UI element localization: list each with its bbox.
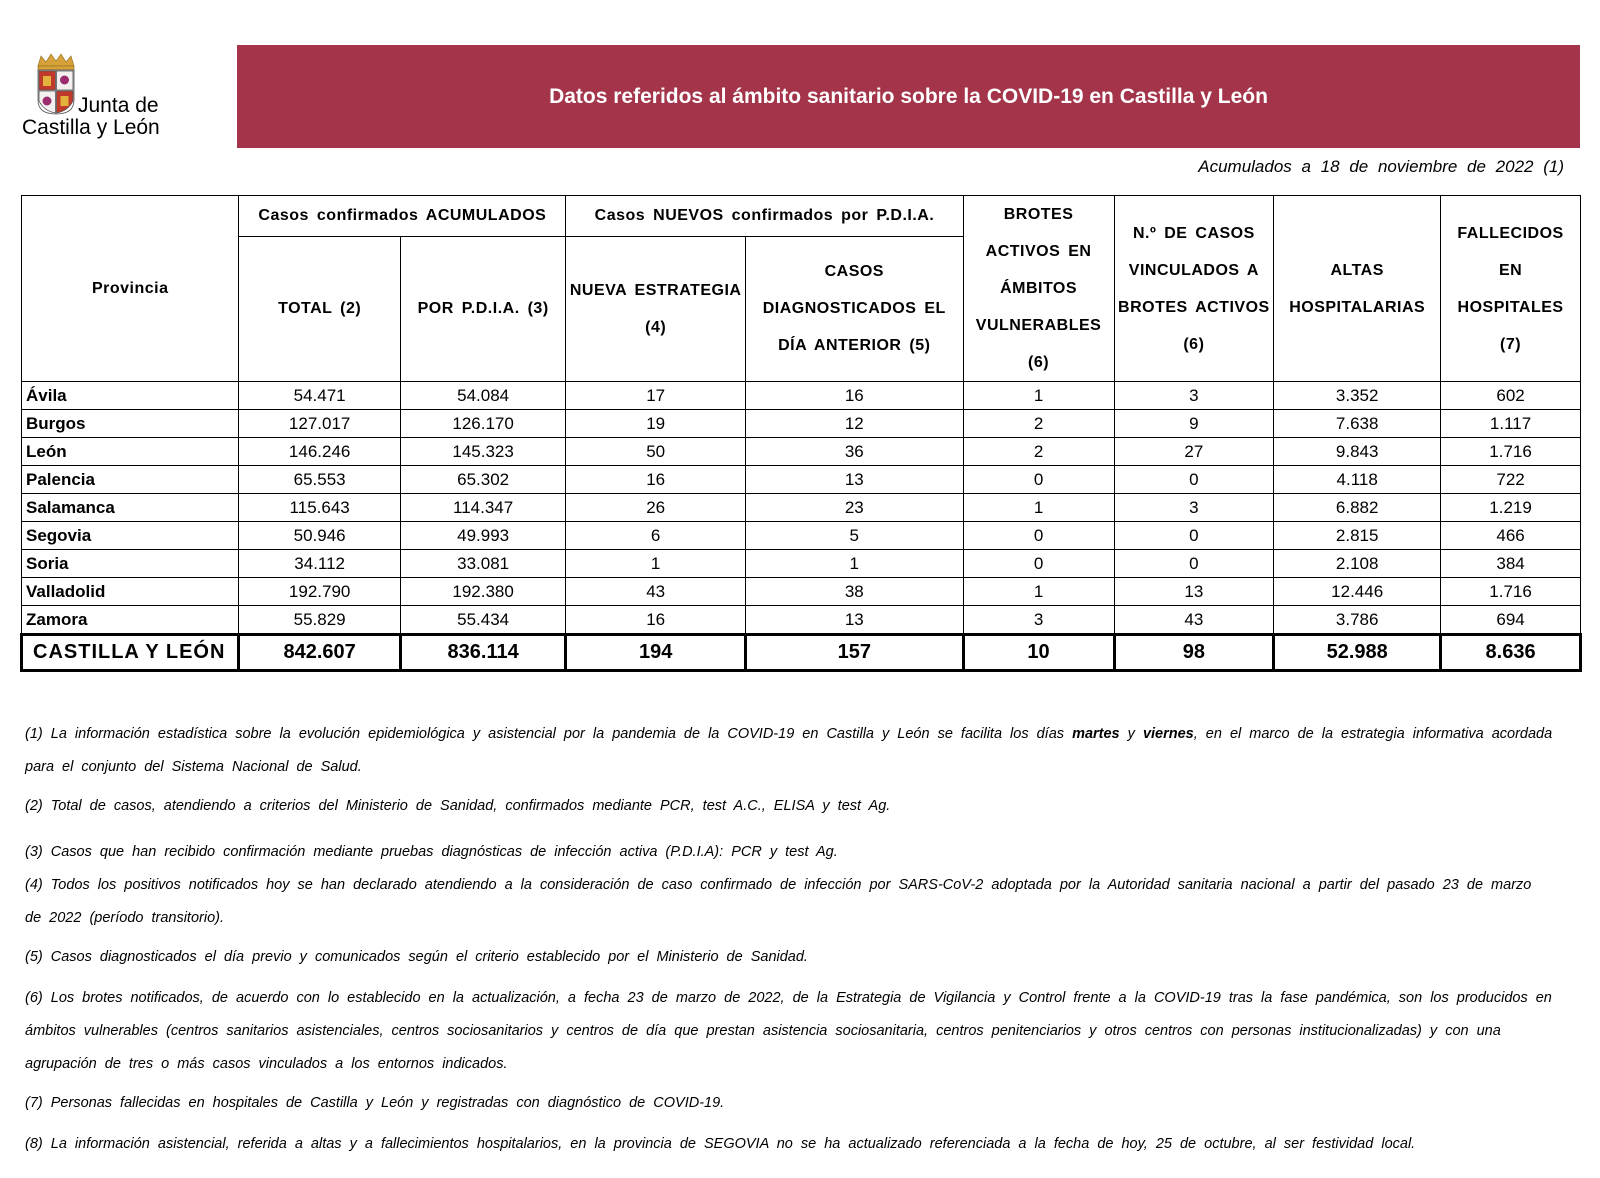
cell-brotes: 2 bbox=[963, 438, 1114, 466]
cell-total: 65.553 bbox=[239, 466, 400, 494]
cell-nueva-estrategia: 16 bbox=[566, 606, 746, 635]
header-provincia: Provincia bbox=[22, 196, 239, 382]
cell-altas: 9.843 bbox=[1274, 438, 1441, 466]
cell-fallecidos: 466 bbox=[1441, 522, 1581, 550]
table-row bbox=[22, 522, 1581, 550]
cell-casos-diagnosticados: 13 bbox=[745, 606, 963, 635]
logo-text-line2: Castilla y León bbox=[22, 116, 160, 139]
cell-fallecidos: 1.117 bbox=[1441, 410, 1581, 438]
cell-altas: 52.988 bbox=[1274, 635, 1441, 671]
cell-brotes: 0 bbox=[963, 550, 1114, 578]
header-fallecidos: FALLECIDOS EN HOSPITALES (7) bbox=[1441, 196, 1581, 382]
cell-casos-diagnosticados: 38 bbox=[745, 578, 963, 606]
cell-fallecidos: 1.716 bbox=[1441, 438, 1581, 466]
cell-provincia: Zamora bbox=[22, 606, 239, 635]
cell-total: 50.946 bbox=[239, 522, 400, 550]
cell-por-pdia: 49.993 bbox=[400, 522, 565, 550]
cell-por-pdia: 33.081 bbox=[400, 550, 565, 578]
date-subtitle: Acumulados a 18 de noviembre de 2022 (1) bbox=[1198, 157, 1564, 176]
cell-vinculados: 43 bbox=[1114, 606, 1274, 635]
cell-provincia: Palencia bbox=[22, 466, 239, 494]
cell-casos-diagnosticados: 16 bbox=[745, 382, 963, 410]
table-row bbox=[22, 466, 1581, 494]
coat-of-arms-icon bbox=[34, 52, 78, 116]
cell-fallecidos: 384 bbox=[1441, 550, 1581, 578]
cell-casos-diagnosticados: 1 bbox=[745, 550, 963, 578]
cell-total: 192.790 bbox=[239, 578, 400, 606]
cell-casos-diagnosticados: 13 bbox=[745, 466, 963, 494]
logo-text-line1: Junta de bbox=[78, 94, 159, 117]
cell-brotes: 1 bbox=[963, 494, 1114, 522]
header-brotes: BROTES ACTIVOS EN ÁMBITOS VULNERABLES (6) bbox=[963, 196, 1114, 382]
footnote-5: (5) Casos diagnosticados el día previo y comunicados según el criterio establecido por el Ministerio de Sanidad. bbox=[25, 949, 808, 965]
cell-nueva-estrategia: 1 bbox=[566, 550, 746, 578]
table-row bbox=[22, 438, 1581, 466]
cell-brotes: 2 bbox=[963, 410, 1114, 438]
cell-altas: 3.352 bbox=[1274, 382, 1441, 410]
cell-vinculados: 27 bbox=[1114, 438, 1274, 466]
cell-brotes: 10 bbox=[963, 635, 1114, 671]
footnote-1-text-b: , en el marco de la estrategia informativa acordada para el conjunto del Sistema Nacional de Salud. bbox=[25, 726, 1553, 775]
cell-por-pdia: 145.323 bbox=[400, 438, 565, 466]
cell-provincia: León bbox=[22, 438, 239, 466]
header-por-pdia: POR P.D.I.A. (3) bbox=[400, 236, 565, 381]
cell-nueva-estrategia: 43 bbox=[566, 578, 746, 606]
title-banner bbox=[237, 45, 1580, 148]
cell-altas: 6.882 bbox=[1274, 494, 1441, 522]
cell-provincia: CASTILLA Y LEÓN bbox=[22, 635, 239, 671]
cell-total: 34.112 bbox=[239, 550, 400, 578]
cell-por-pdia: 192.380 bbox=[400, 578, 565, 606]
cell-total: 54.471 bbox=[239, 382, 400, 410]
cell-fallecidos: 8.636 bbox=[1441, 635, 1581, 671]
page-title: Datos referidos al ámbito sanitario sobre la COVID-19 en Castilla y León bbox=[549, 84, 1268, 108]
cell-altas: 3.786 bbox=[1274, 606, 1441, 635]
cell-provincia: Salamanca bbox=[22, 494, 239, 522]
cell-fallecidos: 722 bbox=[1441, 466, 1581, 494]
cell-nueva-estrategia: 26 bbox=[566, 494, 746, 522]
cell-altas: 2.108 bbox=[1274, 550, 1441, 578]
footnote-1 bbox=[25, 718, 1555, 784]
header-total: TOTAL (2) bbox=[239, 236, 400, 381]
header-nueva-estrategia: NUEVA ESTRATEGIA (4) bbox=[566, 236, 746, 381]
header-altas: ALTAS HOSPITALARIAS bbox=[1274, 196, 1441, 382]
cell-por-pdia: 836.114 bbox=[400, 635, 565, 671]
cell-vinculados: 9 bbox=[1114, 410, 1274, 438]
footnote-4: (4) Todos los positivos notificados hoy se han declarado atendiendo a la consideración de caso confirmado de infección por SARS-CoV-2 adoptada por la Autoridad sanitaria nacional a partir del pasado 23 de marzo de 2022 (período transitorio). bbox=[25, 877, 1532, 926]
header-vinculados: N.º DE CASOS VINCULADOS A BROTES ACTIVOS (6) bbox=[1114, 196, 1274, 382]
cell-por-pdia: 54.084 bbox=[400, 382, 565, 410]
header-group-nuevos: Casos NUEVOS confirmados por P.D.I.A. bbox=[566, 196, 963, 237]
table-row bbox=[22, 606, 1581, 635]
table-row bbox=[22, 494, 1581, 522]
cell-total: 146.246 bbox=[239, 438, 400, 466]
footnote-1-viernes: viernes bbox=[1142, 726, 1194, 742]
cell-por-pdia: 55.434 bbox=[400, 606, 565, 635]
cell-por-pdia: 126.170 bbox=[400, 410, 565, 438]
cell-por-pdia: 65.302 bbox=[400, 466, 565, 494]
cell-vinculados: 0 bbox=[1114, 466, 1274, 494]
covid-data-table bbox=[20, 195, 1582, 672]
cell-nueva-estrategia: 16 bbox=[566, 466, 746, 494]
footnote-7: (7) Personas fallecidas en hospitales de Castilla y León y registradas con diagnóstico de COVID-19. bbox=[25, 1095, 725, 1111]
cell-vinculados: 3 bbox=[1114, 382, 1274, 410]
cell-vinculados: 0 bbox=[1114, 550, 1274, 578]
cell-altas: 4.118 bbox=[1274, 466, 1441, 494]
footnote-3: (3) Casos que han recibido confirmación mediante pruebas diagnósticas de infección activa (P.D.I.A): PCR y test Ag. bbox=[25, 844, 838, 860]
cell-casos-diagnosticados: 5 bbox=[745, 522, 963, 550]
cell-casos-diagnosticados: 12 bbox=[745, 410, 963, 438]
footnote-2: (2) Total de casos, atendiendo a criterios del Ministerio de Sanidad, confirmados mediante PCR, test A.C., ELISA y test Ag. bbox=[25, 798, 891, 814]
cell-brotes: 1 bbox=[963, 578, 1114, 606]
cell-fallecidos: 694 bbox=[1441, 606, 1581, 635]
table-header-row-1 bbox=[22, 196, 1581, 237]
cell-provincia: Segovia bbox=[22, 522, 239, 550]
cell-altas: 2.815 bbox=[1274, 522, 1441, 550]
cell-total: 55.829 bbox=[239, 606, 400, 635]
cell-casos-diagnosticados: 157 bbox=[745, 635, 963, 671]
cell-altas: 7.638 bbox=[1274, 410, 1441, 438]
junta-logo bbox=[20, 52, 190, 144]
cell-altas: 12.446 bbox=[1274, 578, 1441, 606]
header-casos-diagnosticados: CASOS DIAGNOSTICADOS EL DÍA ANTERIOR (5) bbox=[745, 236, 963, 381]
footnotes bbox=[25, 718, 1555, 1161]
table-row bbox=[22, 550, 1581, 578]
cell-casos-diagnosticados: 36 bbox=[745, 438, 963, 466]
header-group-acumulados: Casos confirmados ACUMULADOS bbox=[239, 196, 566, 237]
cell-vinculados: 3 bbox=[1114, 494, 1274, 522]
cell-vinculados: 98 bbox=[1114, 635, 1274, 671]
table-row bbox=[22, 410, 1581, 438]
cell-fallecidos: 1.219 bbox=[1441, 494, 1581, 522]
cell-nueva-estrategia: 17 bbox=[566, 382, 746, 410]
cell-fallecidos: 602 bbox=[1441, 382, 1581, 410]
table-body bbox=[22, 382, 1581, 671]
cell-brotes: 1 bbox=[963, 382, 1114, 410]
cell-vinculados: 13 bbox=[1114, 578, 1274, 606]
cell-total: 842.607 bbox=[239, 635, 400, 671]
cell-brotes: 0 bbox=[963, 466, 1114, 494]
footnote-1-martes: martes bbox=[1072, 726, 1120, 742]
cell-nueva-estrategia: 194 bbox=[566, 635, 746, 671]
cell-nueva-estrategia: 19 bbox=[566, 410, 746, 438]
cell-nueva-estrategia: 50 bbox=[566, 438, 746, 466]
cell-por-pdia: 114.347 bbox=[400, 494, 565, 522]
cell-provincia: Burgos bbox=[22, 410, 239, 438]
footnote-1-y: y bbox=[1127, 726, 1135, 742]
cell-vinculados: 0 bbox=[1114, 522, 1274, 550]
total-row bbox=[22, 635, 1581, 671]
table-row bbox=[22, 578, 1581, 606]
table-row bbox=[22, 382, 1581, 410]
cell-total: 127.017 bbox=[239, 410, 400, 438]
cell-brotes: 3 bbox=[963, 606, 1114, 635]
cell-fallecidos: 1.716 bbox=[1441, 578, 1581, 606]
cell-provincia: Ávila bbox=[22, 382, 239, 410]
cell-provincia: Soria bbox=[22, 550, 239, 578]
footnote-6: (6) Los brotes notificados, de acuerdo con lo establecido en la actualización, a fecha 23 de marzo de 2022, de la Estrategia de Vigilancia y Control frente a la COVID-19 tras la fase pandémica, son los producidos en ámbitos vulnerables (centros sanitarios asistenciales, centros sociosanitarios y centros de día que prestan asistencia sociosanitaria, centros penitenciarios y otros centros con personas institucionalizadas) y con una agrupación de tres o más casos vinculados a los entornos indicados. bbox=[25, 990, 1552, 1072]
footnote-1-text-a: (1) La información estadística sobre la evolución epidemiológica y asistencial por la pandemia de la COVID-19 en Castilla y León se facilita los días bbox=[25, 726, 1065, 742]
footnote-8: (8) La información asistencial, referida a altas y a fallecimientos hospitalarios, en la provincia de SEGOVIA no se ha actualizado referenciada a la fecha de hoy, 25 de octubre, al ser festividad local. bbox=[25, 1136, 1416, 1152]
cell-brotes: 0 bbox=[963, 522, 1114, 550]
cell-provincia: Valladolid bbox=[22, 578, 239, 606]
cell-casos-diagnosticados: 23 bbox=[745, 494, 963, 522]
cell-nueva-estrategia: 6 bbox=[566, 522, 746, 550]
cell-total: 115.643 bbox=[239, 494, 400, 522]
